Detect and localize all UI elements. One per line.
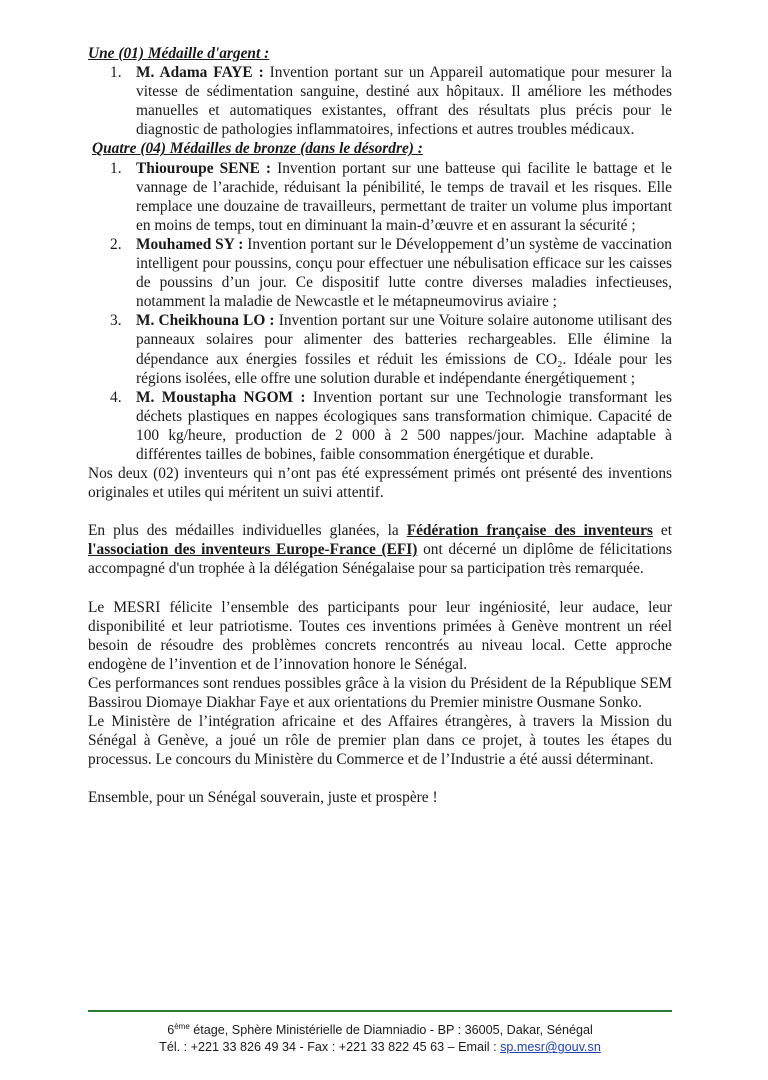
address-text: étage, Sphère Ministérielle de Diamniadio - BP : 36005, Dakar, Sénégal [189, 1023, 593, 1038]
invention-description: Invention portant sur une batteuse qui facilite le battage et le vannage de l’arachide, réduisant la pénibilité, le temps de travail et les risques. Elle remplace une douzaine de travailleurs, permettant de traiter un volume plus important en moins de temps, tout en diminuant la main-d’œuvre et en assurant la sécurité ; [136, 159, 672, 234]
document-body [88, 44, 672, 807]
paragraph-spacer [88, 769, 672, 788]
silver-medal-heading: Une (01) Médaille d'argent : [88, 45, 270, 62]
item-number: 4. [110, 388, 122, 406]
invention-description: Invention portant sur le Développement d’un système de vaccination intelligent pour poussins, conçu pour effectuer une nébulisation efficace sur les caisses de poussins d’un jour. Ce dispositif lutte contre diverses maladies infectieuses, notamment la maladie de Newcastle et le métapneumovirus aviaire ; [136, 235, 672, 311]
floor-ordinal: ème [174, 1022, 190, 1031]
federation-text-part: En plus des médailles individuelles glanées, la [88, 522, 407, 540]
silver-medal-list [88, 63, 672, 139]
laureate-name: Mouhamed SY : [136, 235, 244, 253]
laureate-name: M. Moustapha NGOM : [136, 388, 306, 406]
bronze-medal-list [88, 159, 672, 465]
laureate-name: M. Adama FAYE : [136, 64, 264, 82]
paragraph-spacer [88, 502, 672, 521]
laureate-name: M. Cheikhouna LO : [136, 312, 275, 330]
footer-divider [88, 1010, 672, 1012]
efi-association-name: l'association des inventeurs Europe-France (EFI) [88, 541, 418, 559]
unawarded-inventors-paragraph: Nos deux (02) inventeurs qui n’ont pas été expressément primés ont présenté des inventions originales et utiles qui méritent un suivi attentif. [88, 465, 672, 502]
bronze-medal-heading: Quatre (04) Médailles de bronze (dans le désordre) : [92, 140, 423, 158]
list-item [88, 63, 672, 139]
ministry-paragraph: Le Ministère de l’intégration africaine et des Affaires étrangères, à travers la Mission du Sénégal à Genève, a joué un rôle de premier plan dans ce projet, à toutes les étapes du processus. Le concours du Ministère du Commerce et de l’Industrie a été aussi déterminant. [88, 713, 672, 769]
invention-description: Invention portant sur une Voiture solaire autonome utilisant des panneaux solaires pour alimenter des batteries rechargeables. Elle élimine la dépendance aux énergies fossiles et réduit les émissions de CO₂. Idéale pour les régions isolées, elle offre une solution durable et indépendante énergétiquement ; [136, 312, 672, 387]
item-number: 1. [110, 64, 122, 82]
list-item [88, 235, 672, 311]
invention-description: Invention portant sur une Technologie transformant les déchets plastiques en nappes écologiques sans transformation chimique. Capacité de 100 kg/heure, production de 2 000 à 2 500 nappes/jour. Machine adaptable à différentes tailles de bobines, faible consommation énergétique et durable. [136, 388, 672, 463]
item-number: 2. [110, 235, 122, 253]
list-item [88, 159, 672, 235]
footer [88, 1018, 672, 1056]
floor-number: 6 [167, 1023, 175, 1038]
list-item [88, 311, 672, 387]
invention-description: Invention portant sur un Appareil automatique pour mesurer la vitesse de sédimentation sanguine, destiné aux hôpitaux. Il améliore les méthodes manuelles et automatiques existantes, offrant des résultats plus précis pour le diagnostic de pathologies inflammatoires, infections et autres troubles médicaux. [136, 64, 672, 139]
paragraph-spacer [88, 579, 672, 598]
item-number: 3. [110, 312, 122, 330]
federation-name: Fédération française des inventeurs [406, 522, 653, 540]
federation-text-part: et [652, 522, 672, 540]
email-link[interactable]: sp.mesr@gouv.sn [500, 1040, 601, 1055]
federation-paragraph [88, 521, 672, 578]
contact-text: Tél. : +221 33 826 49 34 - Fax : +221 33 822 45 63 – Email : [159, 1040, 501, 1055]
footer-address [88, 1018, 672, 1039]
item-number: 1. [110, 159, 122, 177]
footer-contact [88, 1039, 672, 1056]
performances-paragraph: Ces performances sont rendues possibles grâce à la vision du Président de la République SEM Bassirou Diomaye Diakhar Faye et aux orientations du Premier ministre Ousmane Sonko. [88, 674, 672, 711]
federation-text-part: ont décerné un diplôme de félicitations accompagné d'un trophée à la délégation Sénégalaise pour sa participation très remarquée. [88, 541, 672, 578]
mesri-congratulations-paragraph: Le MESRI félicite l’ensemble des participants pour leur ingéniosité, leur audace, leur disponibilité et leur patriotisme. Toutes ces inventions primées à Genève montrent un réel besoin de résoudre des problèmes concrets rencontrés au niveau local. Cette approche endogène de l’invention et de l’innovation honore le Sénégal. [88, 598, 672, 673]
closing-slogan: Ensemble, pour un Sénégal souverain, juste et prospère ! [88, 789, 438, 807]
list-item [88, 388, 672, 464]
laureate-name: Thiouroupe SENE : [136, 159, 272, 177]
